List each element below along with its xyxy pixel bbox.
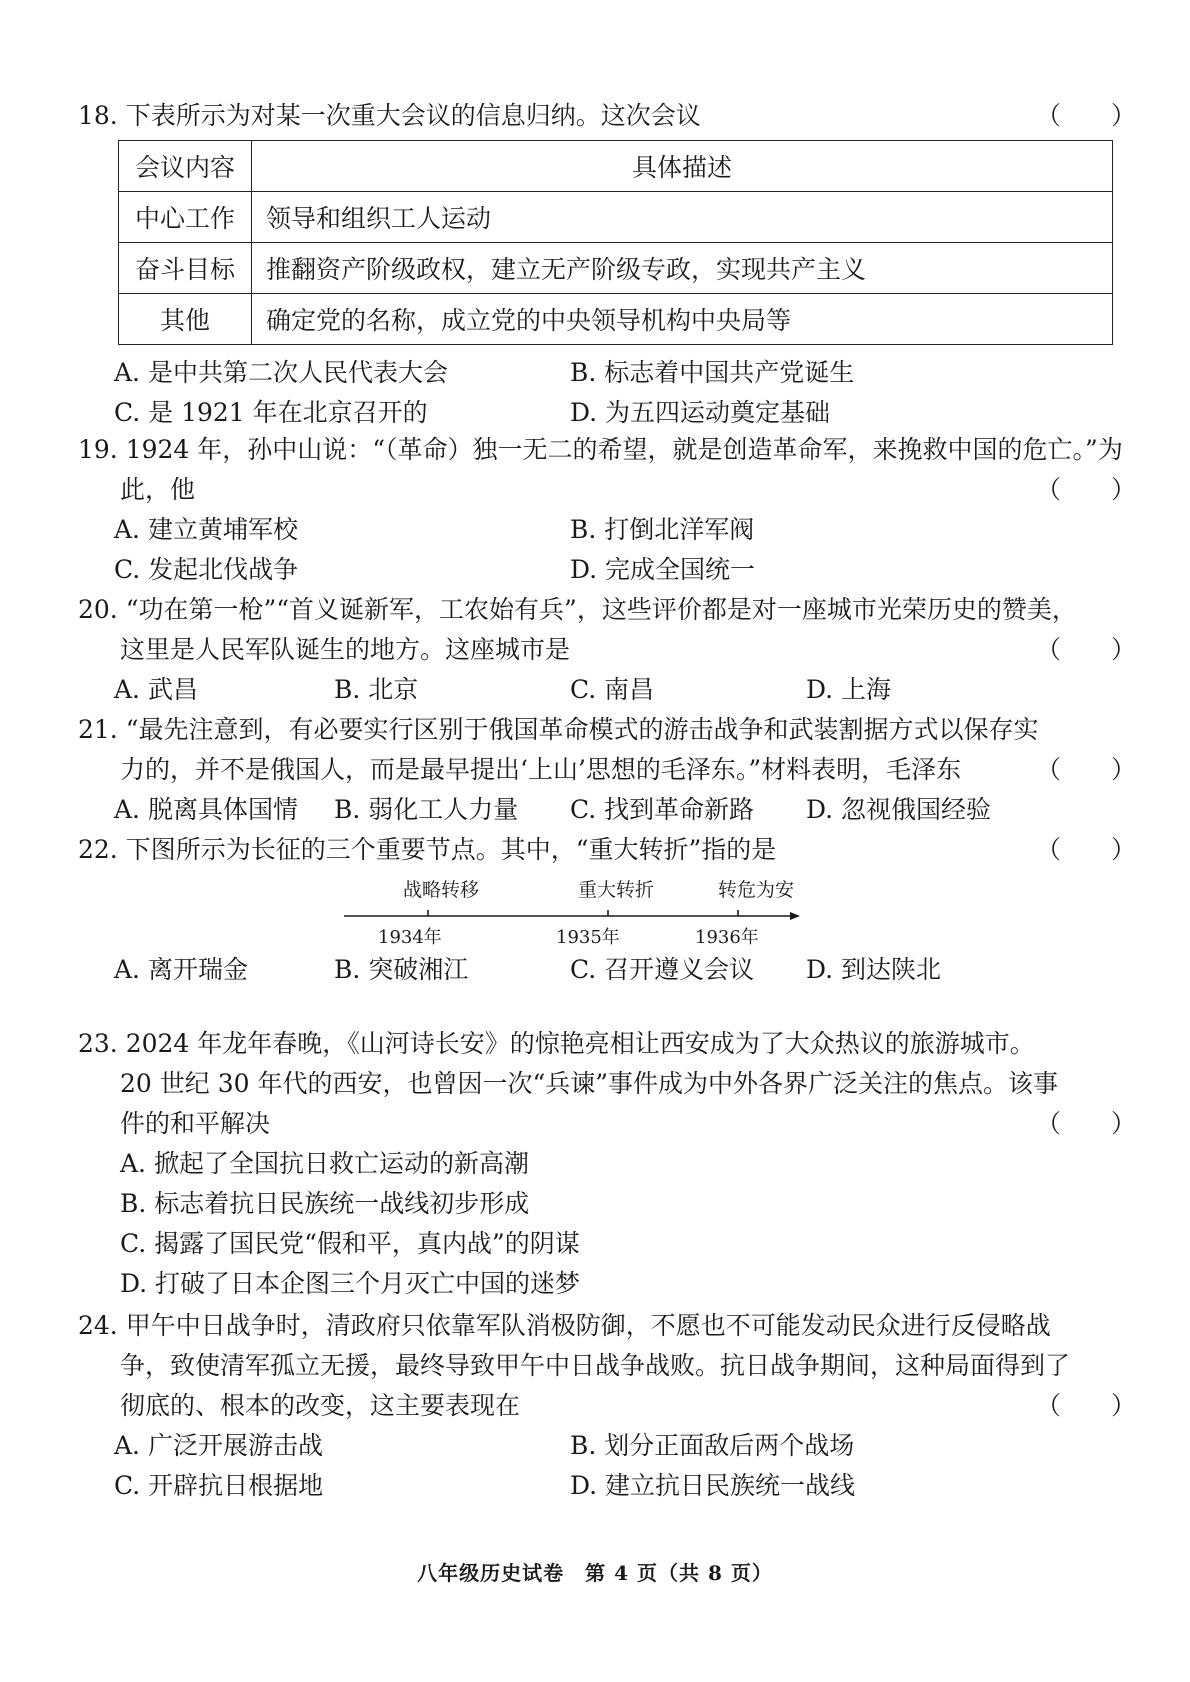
question-22-stem-line — [78, 830, 1137, 870]
option-b[interactable]: B. 弱化工人力量 — [334, 795, 519, 824]
table-cell: 领导和组织工人运动 — [252, 192, 1113, 243]
question-24 — [78, 1306, 1137, 1506]
option-d[interactable]: D. 到达陕北 — [806, 955, 942, 984]
option-d[interactable]: D. 为五四运动奠定基础 — [570, 398, 831, 427]
option-b[interactable]: B. 打倒北洋军阀 — [570, 515, 755, 544]
table-cell: 奋斗目标 — [119, 243, 252, 294]
option-b[interactable]: B. 标志着抗日民族统一战线初步形成 — [120, 1189, 530, 1218]
question-19-stem-line — [78, 470, 1137, 510]
question-23-stem-line — [78, 1104, 1137, 1144]
question-23-stem-line — [78, 1064, 1110, 1104]
question-23-stem-line — [78, 1024, 1110, 1064]
table-header-cell: 具体描述 — [252, 141, 1113, 192]
question-21-stem-line — [78, 710, 1110, 750]
question-24-stem-line — [78, 1346, 1110, 1386]
question-23-stem: 20 世纪 30 年代的西安，也曾因一次“兵谏”事件成为中外各界广泛关注的焦点。该事 — [120, 1069, 1059, 1098]
question-21-stem: 21. “最先注意到，有必要实行区别于俄国革命模式的游击战争和武装割据方式以保存实 — [78, 715, 1039, 744]
options-row — [78, 353, 1110, 393]
question-24-stem: 争，致使清军孤立无援，最终导致甲午中日战争战败。抗日战争期间，这种局面得到了 — [120, 1351, 1071, 1380]
timeline-event-label: 转危为安 — [718, 879, 795, 901]
question-20-stem-line — [78, 590, 1110, 630]
option-d[interactable]: D. 建立抗日民族统一战线 — [570, 1471, 856, 1500]
question-24-stem: 彻底的、根本的改变，这主要表现在 — [120, 1391, 521, 1420]
question-21-stem-line — [78, 750, 1137, 790]
question-24-stem-line — [78, 1386, 1137, 1426]
option-d[interactable]: D. 完成全国统一 — [570, 555, 756, 584]
question-22-stem: 22. 下图所示为长征的三个重要节点。其中，“重大转折”指的是 — [78, 835, 777, 864]
question-21-stem: 力的，并不是俄国人，而是最早提出‘上山’思想的毛泽东。”材料表明，毛泽东 — [120, 755, 962, 784]
question-23-stem: 23. 2024 年龙年春晚，《山河诗长安》的惊艳亮相让西安成为了大众热议的旅游城市。 — [78, 1029, 1035, 1058]
timeline-event-label: 重大转折 — [578, 879, 655, 901]
question-18-stem-line — [78, 96, 1137, 136]
question-23-stem: 件的和平解决 — [120, 1109, 271, 1138]
option-b[interactable]: B. 突破湘江 — [334, 955, 469, 984]
options-row — [78, 510, 1110, 550]
options-row — [78, 670, 1110, 710]
option-c[interactable]: C. 召开遵义会议 — [570, 955, 755, 984]
question-20-stem: 20. “功在第一枪”“首义诞新军，工农始有兵”，这些评价都是对一座城市光荣历史的赞美， — [78, 595, 1077, 624]
options-row — [78, 550, 1110, 590]
table-cell: 推翻资产阶级政权，建立无产阶级专政，实现共产主义 — [252, 243, 1113, 294]
timeline-event-label: 战略转移 — [403, 879, 480, 901]
answer-blank[interactable]: （ ） — [1036, 475, 1137, 504]
option-a[interactable]: A. 广泛开展游击战 — [114, 1431, 323, 1460]
options-row — [78, 1466, 1110, 1506]
option-b[interactable]: B. 划分正面敌后两个战场 — [570, 1431, 855, 1460]
option-a[interactable]: A. 建立黄埔军校 — [114, 515, 298, 544]
option-b[interactable]: B. 标志着中国共产党诞生 — [570, 358, 855, 387]
option-c[interactable]: C. 揭露了国民党“假和平，真内战”的阴谋 — [120, 1229, 580, 1258]
option-a[interactable]: A. 离开瑞金 — [114, 955, 248, 984]
long-march-timeline — [78, 870, 1110, 950]
timeline-year-label: 1936年 — [695, 927, 759, 948]
option-a[interactable]: A. 脱离具体国情 — [114, 795, 298, 824]
table-cell: 中心工作 — [119, 192, 252, 243]
question-18 — [78, 96, 1137, 433]
table-cell: 其他 — [119, 294, 252, 345]
question-21 — [78, 710, 1137, 830]
answer-blank[interactable]: （ ） — [1036, 101, 1137, 130]
table-header-row — [119, 141, 1113, 192]
option-d[interactable]: D. 上海 — [806, 675, 892, 704]
option-c[interactable]: C. 发起北伐战争 — [114, 555, 299, 584]
table-row — [119, 192, 1113, 243]
option-d[interactable]: D. 忽视俄国经验 — [806, 795, 992, 824]
question-18-stem: 18. 下表所示为对某一次重大会议的信息归纳。这次会议 — [78, 101, 701, 130]
meeting-info-table — [118, 140, 1113, 345]
question-23 — [78, 1024, 1137, 1304]
question-19-stem: 19. 1924 年，孙中山说：“（革命）独一无二的希望，就是创造革命军，来挽救中国的危亡。”为 — [78, 435, 1123, 464]
answer-blank[interactable]: （ ） — [1036, 1391, 1137, 1420]
answer-blank[interactable]: （ ） — [1036, 635, 1137, 664]
options-row — [78, 790, 1110, 830]
option-d[interactable]: D. 打破了日本企图三个月灭亡中国的迷梦 — [120, 1269, 581, 1298]
answer-blank[interactable]: （ ） — [1036, 755, 1137, 784]
question-20-stem-line — [78, 630, 1137, 670]
option-a[interactable]: A. 武昌 — [114, 675, 198, 704]
option-c[interactable]: C. 南昌 — [570, 675, 655, 704]
option-c[interactable]: C. 是 1921 年在北京召开的 — [114, 398, 428, 427]
question-20-stem: 这里是人民军队诞生的地方。这座城市是 — [120, 635, 571, 664]
option-b[interactable]: B. 北京 — [334, 675, 419, 704]
timeline-year-label: 1935年 — [556, 927, 620, 948]
options-row — [78, 950, 1110, 990]
table-row — [119, 294, 1113, 345]
answer-blank[interactable]: （ ） — [1036, 1109, 1137, 1138]
question-19-stem: 此，他 — [120, 475, 196, 504]
options-row — [78, 393, 1110, 433]
timeline-year-label: 1934年 — [378, 927, 442, 948]
table-cell: 确定党的名称，成立党的中央领导机构中央局等 — [252, 294, 1113, 345]
question-22 — [78, 830, 1137, 990]
table-header-cell: 会议内容 — [119, 141, 252, 192]
timeline-arrow-icon — [790, 912, 800, 920]
answer-blank[interactable]: （ ） — [1036, 835, 1137, 864]
question-19 — [78, 430, 1137, 590]
page-footer: 八年级历史试卷 第 4 页（共 8 页） — [417, 1561, 773, 1585]
option-a[interactable]: A. 掀起了全国抗日救亡运动的新高潮 — [120, 1149, 529, 1178]
option-c[interactable]: C. 找到革命新路 — [570, 795, 755, 824]
question-20 — [78, 590, 1137, 710]
question-24-stem-line — [78, 1306, 1110, 1346]
option-c[interactable]: C. 开辟抗日根据地 — [114, 1471, 324, 1500]
option-a[interactable]: A. 是中共第二次人民代表大会 — [114, 358, 448, 387]
options-row — [78, 1426, 1110, 1466]
timeline-graphic — [78, 870, 1110, 950]
question-19-stem-line — [78, 430, 1123, 470]
question-24-stem: 24. 甲午中日战争时，清政府只依靠军队消极防御，不愿也不可能发动民众进行反侵略战 — [78, 1311, 1051, 1340]
table-row — [119, 243, 1113, 294]
